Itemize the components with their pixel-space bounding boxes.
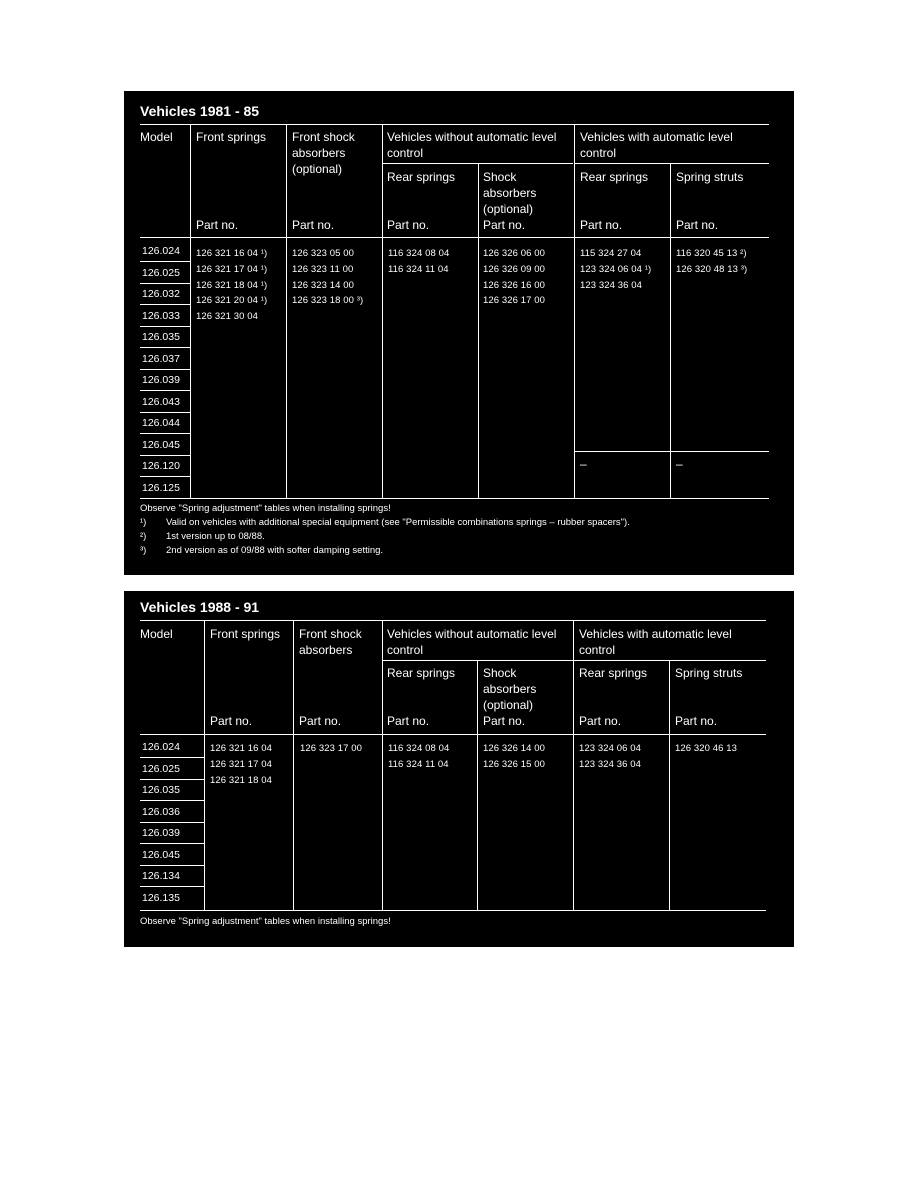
model-rule [140, 347, 190, 348]
model-126-035: 126.035 [142, 331, 180, 343]
model-126-120: 126.120 [142, 460, 180, 472]
rule-header-bottom [140, 734, 766, 735]
model-rule [140, 800, 204, 801]
footnote-3-mark: ³) [140, 545, 147, 556]
col-divider [478, 163, 479, 498]
header-rear-springs-with: Rear springs [579, 666, 648, 680]
model-rule [140, 369, 190, 370]
rear-springs-dash: – [580, 457, 587, 471]
model-rule [140, 390, 190, 391]
footnote-1: Valid on vehicles with additional special equipment (see "Permissible combinations springs – rubber spacers"). [166, 517, 630, 528]
rear-springs-without-parts: 116 324 08 04 116 324 11 04 [388, 743, 450, 770]
rule-header-bottom [140, 237, 769, 238]
header-rear-springs-without: Rear springs [387, 170, 456, 184]
header-model: Model [140, 627, 173, 641]
footnote-2: 1st version up to 08/88. [166, 531, 265, 542]
model-rule [140, 476, 190, 477]
col-divider [286, 124, 287, 498]
part-no-label: Part no. [387, 714, 430, 728]
header-with-level-control: Vehicles with automatic level control [580, 130, 733, 160]
rule-group-with [574, 163, 769, 164]
model-rule [140, 779, 204, 780]
model-rule [140, 326, 190, 327]
front-springs-parts: 126 321 16 04 126 321 17 04 126 321 18 04 [210, 743, 273, 786]
footnote-3: 2nd version as of 09/88 with softer damping setting. [166, 545, 384, 556]
col-divider [190, 124, 191, 498]
part-no-label: Part no. [387, 218, 430, 232]
model-126-035: 126.035 [142, 784, 180, 796]
model-126-045: 126.045 [142, 439, 180, 451]
part-no-label: Part no. [196, 218, 239, 232]
model-126-039: 126.039 [142, 827, 180, 839]
model-rule [140, 304, 190, 305]
footnote-1-mark: ¹) [140, 517, 147, 528]
model-126-025: 126.025 [142, 267, 180, 279]
shock-without-parts: 126 326 06 00 126 326 09 00 126 326 16 00 126 326 17 00 [483, 248, 546, 307]
header-with-level-control: Vehicles with automatic level control [579, 627, 732, 657]
note-observe: Observe "Spring adjustment" tables when installing springs! [140, 916, 391, 927]
rear-springs-with-parts: 115 324 27 04 123 324 06 04 ¹) 123 324 36 04 [580, 248, 652, 291]
header-model: Model [140, 130, 173, 144]
front-springs-parts: 126 321 16 04 ¹) 126 321 17 04 ¹) 126 321 18 04 ¹) 126 321 20 04 ¹) 126 321 30 04 [196, 248, 268, 323]
footnote-2-mark: ²) [140, 531, 147, 542]
model-126-044: 126.044 [142, 417, 180, 429]
col-divider [204, 620, 205, 910]
header-rear-springs-without: Rear springs [387, 666, 456, 680]
rule-dash-row [574, 451, 769, 452]
model-rule [140, 865, 204, 866]
model-rule [140, 283, 190, 284]
rule-table-bottom [140, 910, 766, 911]
header-shock-without: Shock absorbers (optional) [483, 170, 537, 216]
part-no-label: Part no. [675, 714, 718, 728]
header-front-shock: Front shock absorbers (optional) [292, 130, 355, 176]
model-126-134: 126.134 [142, 870, 180, 882]
model-rule [140, 261, 190, 262]
table-title: Vehicles 1981 - 85 [140, 103, 260, 119]
part-no-label: Part no. [579, 714, 622, 728]
model-rule [140, 886, 204, 887]
model-126-025: 126.025 [142, 763, 180, 775]
part-no-label: Part no. [292, 218, 335, 232]
col-divider [573, 620, 574, 910]
model-126-045: 126.045 [142, 849, 180, 861]
header-without-level-control: Vehicles without automatic level control [387, 130, 557, 160]
header-spring-struts: Spring struts [676, 170, 744, 184]
rule-top [140, 124, 769, 125]
model-126-024: 126.024 [142, 741, 180, 753]
header-shock-without: Shock absorbers (optional) [483, 666, 537, 712]
rule-table-bottom [140, 498, 769, 499]
header-front-springs: Front springs [196, 130, 267, 144]
rear-springs-with-parts: 123 324 06 04 123 324 36 04 [579, 743, 642, 770]
model-126-033: 126.033 [142, 310, 180, 322]
part-no-label: Part no. [676, 218, 719, 232]
header-without-level-control: Vehicles without automatic level control [387, 627, 557, 657]
part-no-label: Part no. [580, 218, 623, 232]
header-front-springs: Front springs [210, 627, 281, 641]
model-126-032: 126.032 [142, 288, 180, 300]
model-rule [140, 412, 190, 413]
model-126-024: 126.024 [142, 245, 180, 257]
model-rule [140, 822, 204, 823]
col-divider [382, 124, 383, 498]
model-rule [140, 757, 204, 758]
note-observe: Observe "Spring adjustment" tables when installing springs! [140, 503, 391, 514]
rule-group-with [574, 660, 766, 661]
col-divider [477, 660, 478, 910]
model-126-036: 126.036 [142, 806, 180, 818]
model-126-037: 126.037 [142, 353, 180, 365]
col-divider [669, 660, 670, 910]
vehicles-1988-91-table [124, 591, 794, 947]
model-126-043: 126.043 [142, 396, 180, 408]
rule-top [140, 620, 766, 621]
front-shock-parts: 126 323 05 00 126 323 11 00 126 323 14 00 126 323 18 00 ³) [292, 248, 364, 307]
model-126-125: 126.125 [142, 482, 180, 494]
model-126-039: 126.039 [142, 374, 180, 386]
header-spring-struts: Spring struts [675, 666, 743, 680]
front-shock-parts: 126 323 17 00 [300, 743, 363, 754]
header-front-shock: Front shock absorbers [299, 627, 362, 657]
vehicles-1981-85-table [124, 91, 794, 575]
model-rule [140, 455, 190, 456]
col-divider [670, 163, 671, 498]
model-126-135: 126.135 [142, 892, 180, 904]
header-rear-springs-with: Rear springs [580, 170, 649, 184]
rear-springs-without-parts: 116 324 08 04 116 324 11 04 [388, 248, 450, 275]
model-rule [140, 433, 190, 434]
spring-struts-dash: – [676, 457, 683, 471]
shock-without-parts: 126 326 14 00 126 326 15 00 [483, 743, 546, 770]
part-no-label: Part no. [483, 714, 526, 728]
spring-struts-parts: 126 320 46 13 [675, 743, 738, 754]
col-divider [382, 620, 383, 910]
part-no-label: Part no. [483, 218, 526, 232]
part-no-label: Part no. [210, 714, 253, 728]
col-divider [293, 620, 294, 910]
model-rule [140, 843, 204, 844]
spring-struts-parts: 116 320 45 13 ²) 126 320 48 13 ³) [676, 248, 748, 275]
part-no-label: Part no. [299, 714, 342, 728]
table-title: Vehicles 1988 - 91 [140, 599, 260, 615]
col-divider [574, 124, 575, 498]
